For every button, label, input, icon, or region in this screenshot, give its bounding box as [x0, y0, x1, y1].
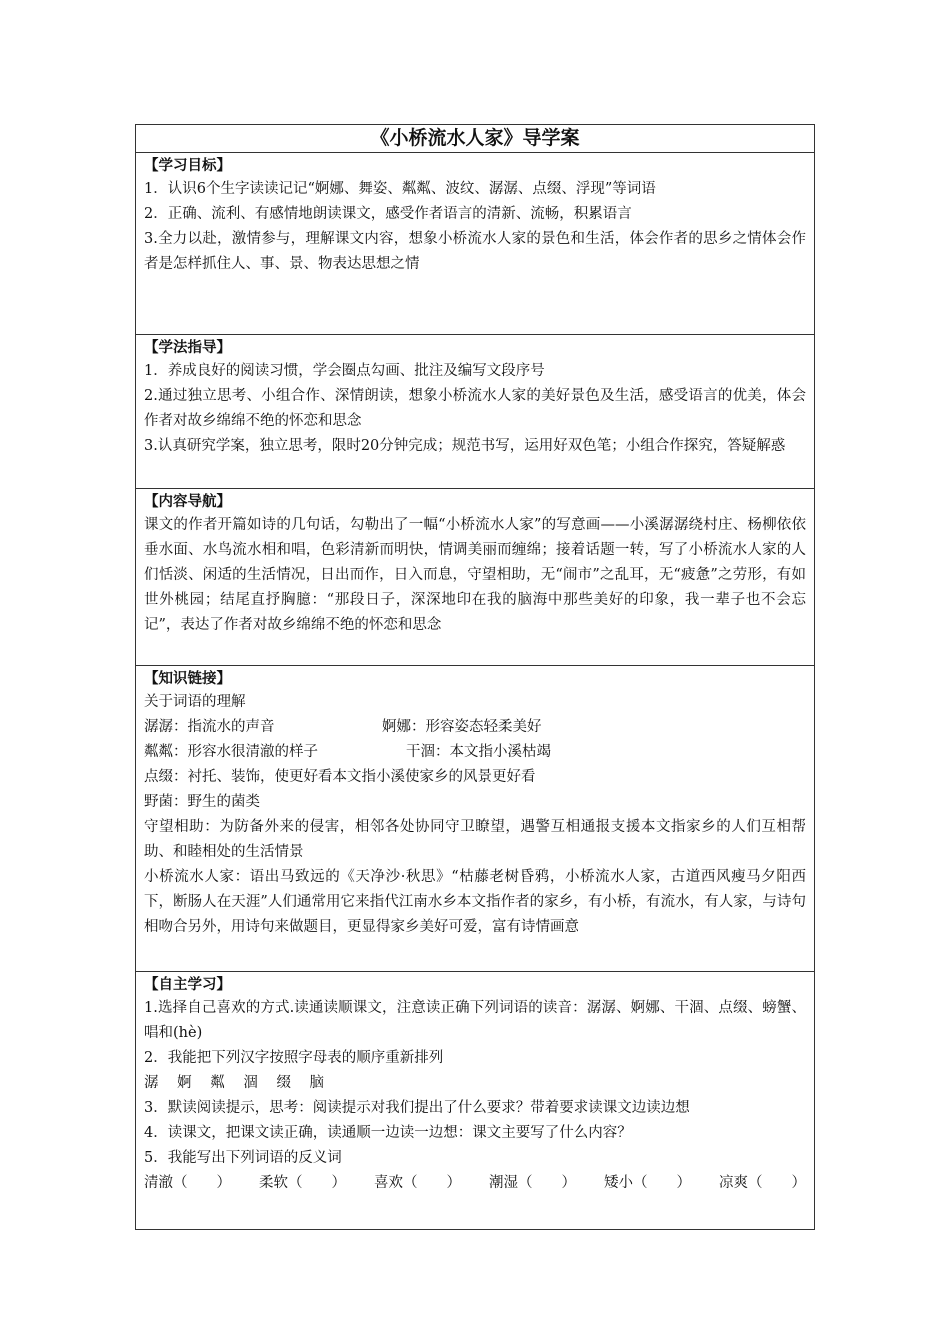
section-heading: 【内容导航】	[144, 494, 231, 510]
character: 潺	[144, 1075, 159, 1091]
word-definition: 野菌：野生的菌类	[144, 794, 260, 810]
word-definition: 粼粼：形容水很清澈的样子	[144, 744, 318, 760]
study-guide-table	[135, 124, 815, 1230]
method-item: 2.通过独立思考、小组合作、深情朗读，想象小桥流水人家的美好景色及生活，感受语言的优美，体会作者对故乡绵绵不绝的怀恋和思念	[144, 388, 806, 429]
section-self-study	[136, 971, 814, 1229]
antonym-blank[interactable]: 柔软（ ）	[259, 1175, 346, 1191]
section-heading: 【自主学习】	[144, 977, 231, 993]
character: 涸	[243, 1075, 258, 1091]
question-item: 3．默读阅读提示，思考：阅读提示对我们提出了什么要求？带着要求读课文边读边想	[144, 1100, 690, 1116]
section-study-method	[136, 334, 814, 488]
goal-item: 1．认识6个生字读读记记“婀娜、舞姿、粼粼、波纹、潺潺、点缀、浮现”等词语	[144, 181, 656, 197]
character: 脑	[309, 1075, 325, 1091]
goal-item: 2．正确、流利、有感情地朗读课文，感受作者语言的清新、流畅，积累语言	[144, 206, 632, 222]
character-list	[144, 1071, 806, 1096]
links-intro: 关于词语的理解	[144, 694, 246, 710]
question-item: 1.选择自己喜欢的方式.读通读顺课文，注意读正确下列词语的读音：潺潺、婀娜、干涸、点缀、螃蟹、唱和(hè)	[144, 1000, 806, 1041]
antonym-blank[interactable]: 凉爽（ ）	[719, 1175, 806, 1191]
word-definition: 小桥流水人家：语出马致远的《天净沙·秋思》“枯藤老树昏鸦，小桥流水人家，古道西风瘦马夕阳西下，断肠人在天涯”人们通常用它来指代江南水乡本文指作者的家乡，有小桥，有流水，有人家，与诗句相吻合另外，用诗句来做题目，更显得家乡美好可爱，富有诗情画意	[144, 869, 806, 935]
word-pair	[144, 715, 806, 740]
word-definition: 守望相助：为防备外来的侵害，相邻各处协同守卫瞭望，遇警互相通报支援本文指家乡的人们互相帮助、和睦相处的生活情景	[144, 819, 806, 860]
section-heading: 【知识链接】	[144, 671, 231, 687]
antonym-blanks	[144, 1171, 806, 1196]
question-item: 5．我能写出下列词语的反义词	[144, 1150, 342, 1166]
content-paragraph: 课文的作者开篇如诗的几句话，勾勒出了一幅“小桥流水人家”的写意画——小溪潺潺绕村庄、杨柳依依垂水面、水鸟流水相和唱，色彩清新而明快，情调美丽而缠绵；接着话题一转，写了小桥流水人家的人们恬淡、闲适的生活情况，日出而作，日入而息，守望相助，无“闹市”之乱耳，无“疲惫”之劳形，有如世外桃园；结尾直抒胸臆：“那段日子，深深地印在我的脑海中那些美好的印象，我一辈子也不会忘记”，表达了作者对故乡绵绵不绝的怀恋和思念	[144, 517, 806, 633]
section-content-guide	[136, 488, 814, 665]
goal-item: 3.全力以赴，激情参与，理解课文内容，想象小桥流水人家的景色和生活，体会作者的思乡之情体会作者是怎样抓住人、事、景、物表达思想之情	[144, 231, 806, 272]
word-definition: 潺潺：指流水的声音	[144, 719, 275, 735]
character: 粼	[210, 1075, 225, 1091]
word-definition: 干涸：本文指小溪枯竭	[406, 744, 551, 760]
antonym-blank[interactable]: 矮小（ ）	[604, 1175, 691, 1191]
section-knowledge-links	[136, 665, 814, 971]
question-item: 2．我能把下列汉字按照字母表的顺序重新排列	[144, 1050, 444, 1066]
document-title: 《小桥流水人家》导学案	[370, 127, 580, 149]
character: 缀	[276, 1075, 291, 1091]
method-item: 3.认真研究学案，独立思考，限时20分钟完成；规范书写，运用好双色笔；小组合作探究，答疑解惑	[144, 438, 786, 454]
antonym-blank[interactable]: 喜欢（ ）	[374, 1175, 461, 1191]
method-item: 1．养成良好的阅读习惯，学会圈点勾画、批注及编写文段序号	[144, 363, 545, 379]
question-item: 4．读课文，把课文读正确，读通顺一边读一边想：课文主要写了什么内容？	[144, 1125, 632, 1141]
word-definition: 婀娜：形容姿态轻柔美好	[382, 719, 542, 735]
word-pair	[144, 740, 806, 765]
section-heading: 【学法指导】	[144, 340, 231, 356]
section-heading: 【学习目标】	[144, 158, 231, 174]
antonym-blank[interactable]: 潮湿（ ）	[489, 1175, 576, 1191]
section-learning-goals	[136, 152, 814, 334]
antonym-blank[interactable]: 清澈（ ）	[144, 1175, 231, 1191]
word-definition: 点缀：衬托、装饰，使更好看本文指小溪使家乡的风景更好看	[144, 769, 536, 785]
character: 婀	[177, 1075, 192, 1091]
